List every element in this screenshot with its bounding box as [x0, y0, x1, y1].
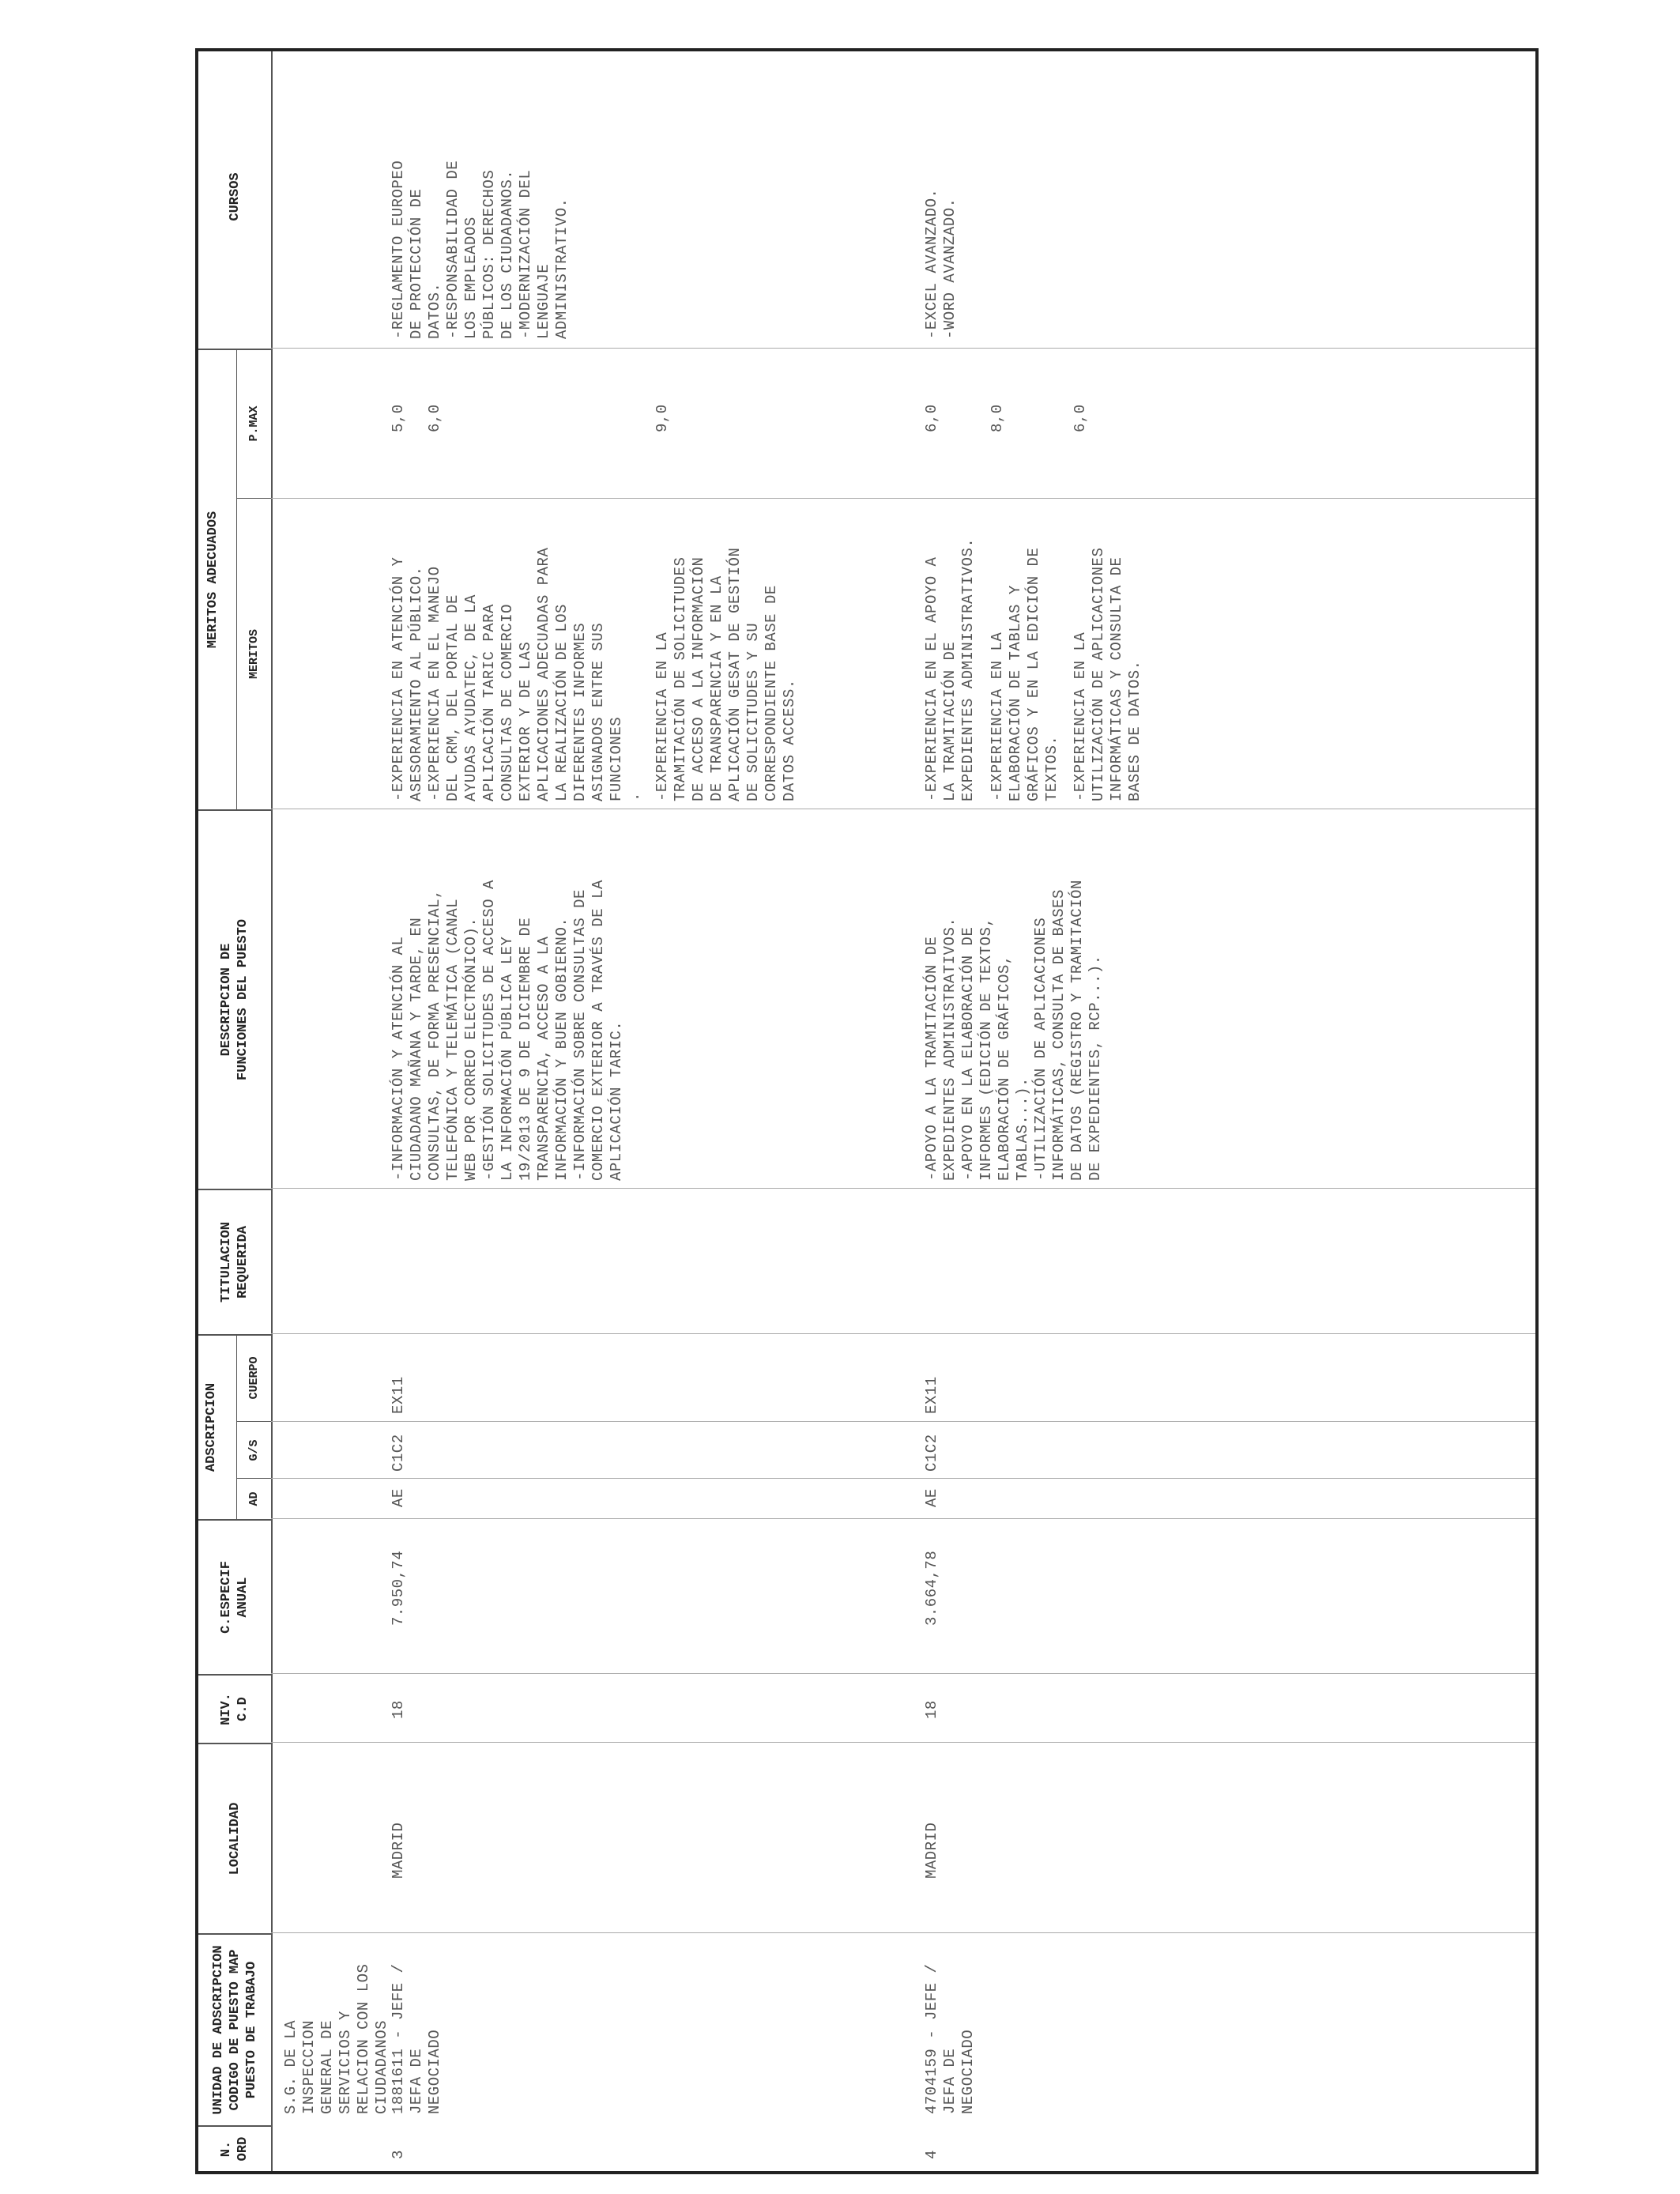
- column-divider: [271, 348, 1535, 349]
- row-nivel: 18: [923, 1700, 940, 1719]
- column-divider: [271, 498, 1535, 499]
- merito-points: 6,0: [1072, 404, 1089, 432]
- row-localidad: MADRID: [923, 1822, 940, 1879]
- header-gs: G/S: [247, 1439, 261, 1461]
- merito-item: -EXPERIENCIA EN LA TRAMITACIÓN DE SOLICITUDES DE ACCESO A LA INFORMACIÓN DE TRANSPARENCIA Y EN LA APLICACIÓN GESAT DE GESTIÓN DE SOLICITUDES Y SU CORRESPONDIENTE BASE DE DATOS ACCESS.: [654, 547, 798, 801]
- row-ord: 4: [923, 2150, 940, 2159]
- header-meritos: MERITOS: [247, 629, 261, 680]
- header-nivel: NIV. C.D: [198, 1674, 271, 1743]
- column-divider: [271, 1673, 1535, 1674]
- header-meritos-adecuados: MERITOS ADECUADOS: [205, 511, 220, 649]
- header-adscripcion-group: [198, 1334, 271, 1519]
- merito-points: 6,0: [426, 404, 443, 432]
- row-ord: 3: [390, 2150, 407, 2159]
- header-ad: AD: [247, 1491, 261, 1506]
- header-ord: N. ORD: [198, 2125, 271, 2171]
- header-pmax: P.MAX: [247, 405, 261, 442]
- row-cuerpo: EX11: [923, 1376, 940, 1414]
- row-gs: C1C2: [390, 1434, 407, 1472]
- header-cursos: CURSOS: [227, 172, 243, 221]
- header-meritos-group: [198, 349, 271, 809]
- header-descripcion: DESCRIPCION DE FUNCIONES DEL PUESTO: [198, 809, 271, 1189]
- merito-item: -EXPERIENCIA EN EL APOYO A LA TRAMITACIÓN DE EXPEDIENTES ADMINISTRATIVOS.: [923, 537, 977, 801]
- header-cuerpo: CUERPO: [247, 1356, 261, 1400]
- header-unidad: UNIDAD DE ADSCRIPCION CODIGO DE PUESTO MAP PUESTO DE TRABAJO: [198, 1933, 271, 2125]
- column-divider: [271, 1742, 1535, 1743]
- merito-points: 6,0: [923, 404, 940, 432]
- column-divider: [271, 1188, 1535, 1189]
- column-divider: [271, 1518, 1535, 1519]
- header-especif: C.ESPECIF ANUAL: [198, 1519, 271, 1674]
- merito-item: -EXPERIENCIA EN LA UTILIZACIÓN DE APLICACIONES INFORMÁTICAS Y CONSULTA DE BASES DE DATOS.: [1072, 547, 1143, 801]
- merito-item: -EXPERIENCIA EN ATENCIÓN Y ASESORAMIENTO AL PÚBLICO.: [390, 556, 425, 801]
- positions-table: [195, 48, 1539, 2174]
- row-cursos: -EXCEL AVANZADO. -WORD AVANZADO.: [923, 188, 959, 339]
- merito-points: 9,0: [654, 404, 671, 432]
- column-divider: [271, 1478, 1535, 1479]
- row-ad: AE: [923, 1488, 940, 1507]
- header-titulacion: TITULACION REQUERIDA: [198, 1189, 271, 1334]
- merito-item: -EXPERIENCIA EN EL MANEJO DEL CRM, DEL PORTAL DE AYUDAS AYUDATEC, DE LA APLICACIÓN TARIC PARA CONSULTAS DE COMERCIO EXTERIOR Y DE LAS APLICACIONES ADECUADAS PARA LA REALIZACIÓN DE LOS DIFERENTES INFORMES ASIGNADOS ENTRE SUS FUNCIONES .: [426, 547, 643, 801]
- row-descripcion: -INFORMACIÓN Y ATENCIÓN AL CIUDADANO MAÑANA Y TARDE, EN CONSULTAS, DE FORMA PRESENCIAL, TELEFÓNICA Y TELEMÁTICA (CANAL WEB POR CORREO ELECTRÓNICO). -GESTIÓN SOLICITUDES DE ACCESO A LA INFORMACIÓN PÚBLICA LEY 19/2013 DE 9 DE DICIEMBRE DE TRANSPARENCIA, ACCESO A LA INFORMACIÓN Y BUEN GOBIERNO. -INFORMACIÓN SOBRE CONSULTAS DE COMERCIO EXTERIOR A TRAVÉS DE LA APLICACIÓN TARIC.: [390, 880, 625, 1181]
- row-nivel: 18: [390, 1700, 407, 1719]
- column-divider: [271, 1421, 1535, 1422]
- unit-name: S.G. DE LA INSPECCION GENERAL DE SERVICIOS Y RELACION CON LOS CIUDADANOS: [282, 1963, 390, 2114]
- column-divider: [271, 1333, 1535, 1334]
- merito-item: -EXPERIENCIA EN LA ELABORACIÓN DE TABLAS Y GRÁFICOS Y EN LA EDICIÓN DE TEXTOS.: [989, 547, 1060, 801]
- header-localidad: LOCALIDAD: [198, 1743, 271, 1933]
- header-separator: [271, 51, 273, 2171]
- row-descripcion: -APOYO A LA TRAMITACIÓN DE EXPEDIENTES ADMINISTRATIVOS. -APOYO EN LA ELABORACIÓN DE INFORMES (EDICIÓN DE TEXTOS, ELABORACIÓN DE GRÁFICOS, TABLAS...). -UTILIZACIÓN DE APLICACIONES INFORMÁTICAS, CONSULTA DE BASES DE DATOS (REGISTRO Y TRAMITACIÓN DE EXPEDIENTES, RCP...).: [923, 880, 1104, 1181]
- row-cuerpo: EX11: [390, 1376, 407, 1414]
- row-ad: AE: [390, 1488, 407, 1507]
- column-divider: [271, 1932, 1535, 1933]
- adscripcion-divider: [236, 1334, 237, 1519]
- row-especif: 7.950,74: [390, 1550, 407, 1626]
- row-puesto: 4704159 - JEFE / JEFA DE NEGOCIADO: [923, 1963, 977, 2114]
- row-gs: C1C2: [923, 1434, 940, 1472]
- row-cursos: -REGLAMENTO EUROPEO DE PROTECCIÓN DE DATOS. -RESPONSABILIDAD DE LOS EMPLEADOS PÚBLICOS: DERECHOS DE LOS CIUDADANOS. -MODERNIZACIÓN DEL LENGUAJE ADMINISTRATIVO.: [390, 160, 571, 339]
- meritos-divider: [236, 349, 237, 809]
- merito-points: 5,0: [390, 404, 407, 432]
- header-adscripcion: ADSCRIPCION: [204, 1382, 219, 1472]
- row-especif: 3.664,78: [923, 1550, 940, 1626]
- merito-points: 8,0: [989, 404, 1006, 432]
- row-localidad: MADRID: [390, 1822, 407, 1879]
- row-puesto: 1881611 - JEFE / JEFA DE NEGOCIADO: [390, 1963, 443, 2114]
